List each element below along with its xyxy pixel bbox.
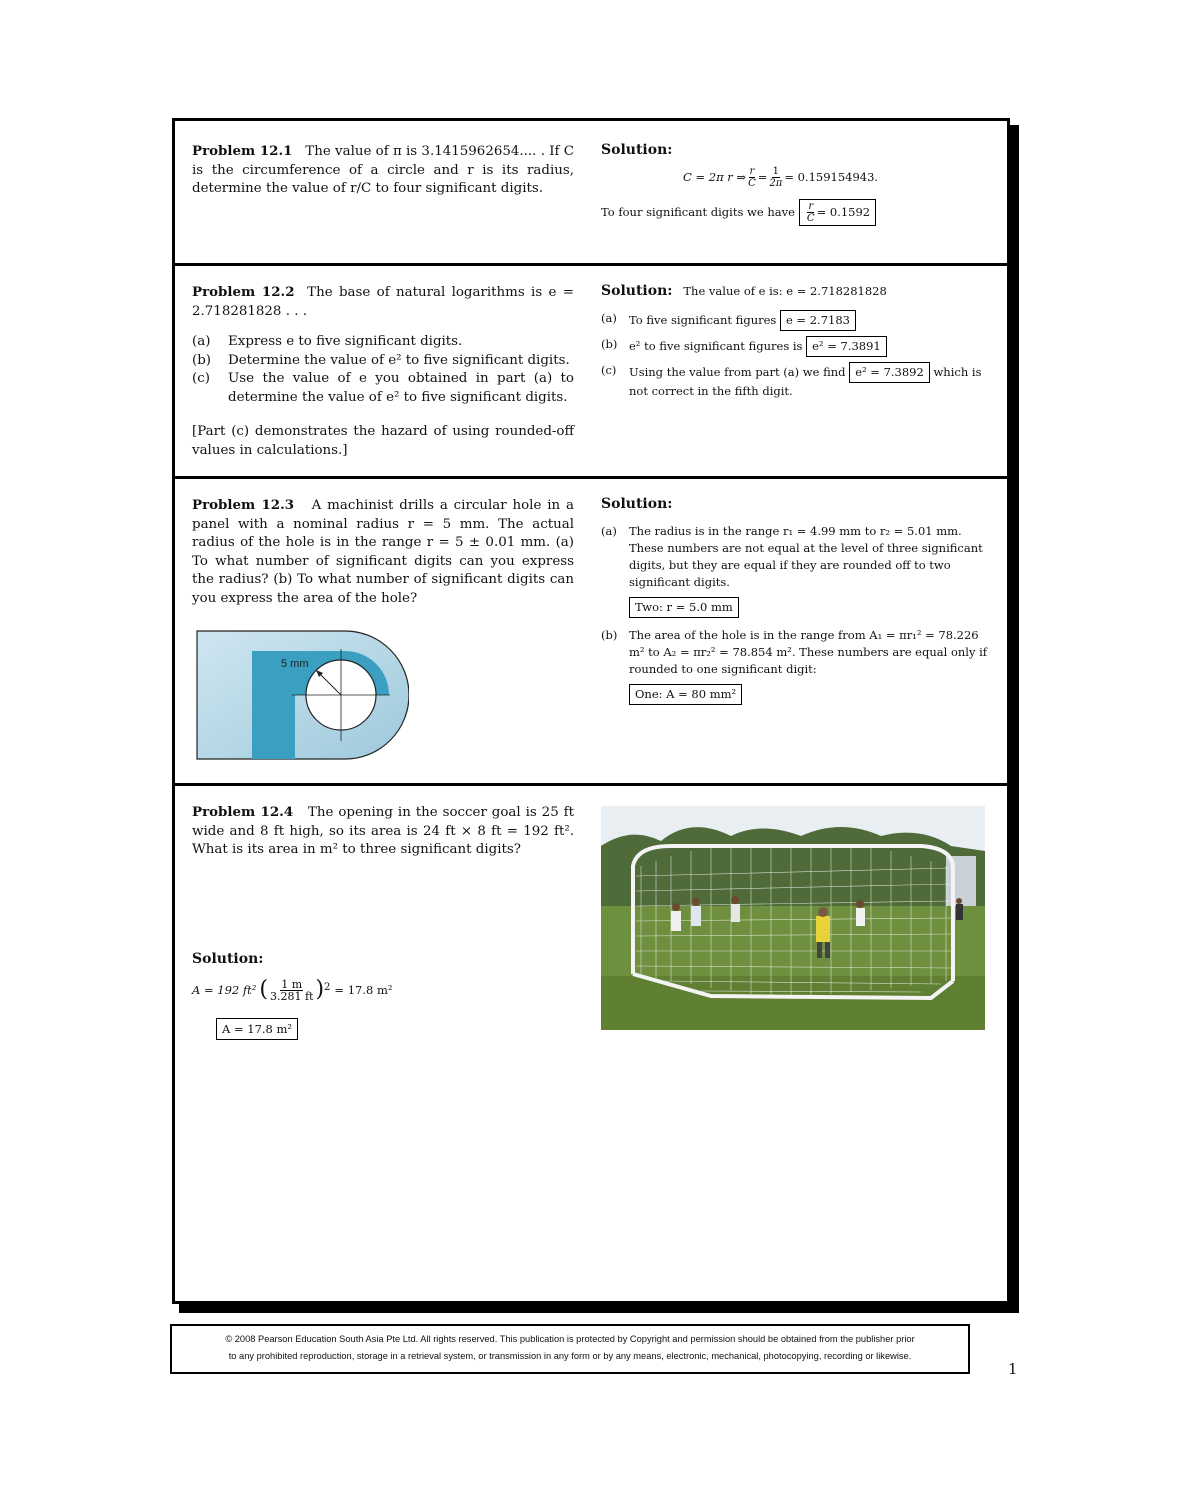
answer-value: = 0.1592 — [816, 205, 871, 219]
panel-hole-figure — [195, 629, 409, 761]
problem-text: A machinist drills a circular hole in a panel with a nominal radius r = 5 mm. The actual radius of the hole is in the range r = 5 ± 0.01 mm. (a) To what number of significant digits can you express the radius? (b) To what number of significant digits can you express the area of the hole? — [192, 498, 574, 606]
problem-12-3 — [175, 479, 1007, 783]
item-text: which is not correct in the fifth digit. — [629, 365, 982, 398]
equation-lhs: A = 192 ft² — [192, 982, 257, 997]
list-item — [192, 370, 574, 407]
item-label: (b) — [192, 352, 212, 368]
fraction-numerator: r — [749, 166, 755, 177]
problem-text: The value of π is 3.1415962654.... . If C is the circumference of a circle and r is its radius, determine the value of r/C to four significant digits. — [192, 144, 574, 196]
equation-rhs: = 17.8 m² — [334, 982, 393, 997]
item-text: Using the value from part (a) we find — [629, 365, 846, 379]
copyright-footer — [170, 1324, 970, 1374]
problem-text: The opening in the soccer goal is 25 ft wide and 8 ft high, so its area is 24 ft × 8 ft = 192 ft². What is its area in m² to three significant digits? — [192, 805, 574, 857]
fraction-one-over-2pi — [769, 166, 782, 189]
problem-frame — [172, 118, 1010, 1304]
equation-value: = 0.159154943. — [784, 170, 879, 184]
answer-box: e = 2.7183 — [780, 310, 856, 331]
answer-box: Two: r = 5.0 mm — [629, 597, 739, 618]
list-item — [192, 333, 574, 352]
equation-lhs: C = 2π r ⇒ — [683, 170, 747, 184]
solution-answer — [601, 199, 996, 226]
item-label: (a) — [601, 311, 617, 325]
problem-12-2-solution — [601, 283, 996, 400]
item-text: Determine the value of e² to five significant digits. — [228, 352, 570, 368]
list-item — [601, 627, 996, 678]
item-text: To five significant figures — [629, 313, 777, 327]
problem-12-3-statement — [192, 496, 574, 608]
item-text: Use the value of e you obtained in part (a) to determine the value of e² to five significant digits. — [228, 371, 574, 405]
item-label: (b) — [601, 628, 618, 642]
solution-intro: The value of e is: e = 2.718281828 — [683, 284, 887, 298]
solution-title: Solution: — [601, 283, 673, 299]
soccer-goal-photo — [601, 806, 985, 1030]
list-item — [601, 310, 996, 331]
solution-title: Solution: — [601, 142, 673, 158]
answer-prefix: To four significant digits we have — [601, 205, 795, 219]
item-label: (b) — [601, 337, 618, 351]
problem-12-4 — [175, 786, 1007, 1301]
answer-box — [799, 199, 876, 226]
item-text: The radius is in the range r₁ = 4.99 mm to r₂ = 5.01 mm. These numbers are not equal at the level of three significant digits, but they are equal if they are rounded off to two significant digits. — [629, 524, 983, 589]
problem-12-4-solution — [192, 950, 574, 1040]
solution-parts — [601, 523, 996, 705]
list-item — [192, 352, 574, 371]
item-text: e² to five significant figures is — [629, 339, 803, 353]
problem-12-1-statement — [192, 142, 574, 199]
answer-box: One: A = 80 mm² — [629, 684, 742, 705]
solution-parts — [601, 310, 996, 400]
item-label: (a) — [601, 524, 617, 538]
copyright-line: to any prohibited reproduction, storage in a retrieval system, or transmission in any form or by any means, electronic, mechanical, photocopying, recording or likewise. — [228, 1351, 912, 1361]
list-item — [601, 362, 996, 400]
problem-12-4-statement — [192, 803, 574, 860]
item-text: The area of the hole is in the range from A₁ = πr₁² = 78.226 m² to A₂ = πr₂² = 78.854 m². These numbers are equal only if rounded to one significant digit: — [629, 628, 988, 676]
radius-label: 5 mm — [281, 658, 309, 670]
fraction-denominator: 2π — [769, 178, 783, 189]
problem-title: Problem 12.1 — [192, 143, 293, 159]
problem-parts — [192, 333, 574, 407]
item-text: Express e to five significant digits. — [228, 334, 463, 349]
solution-title: Solution: — [601, 496, 673, 512]
fraction-denominator: C — [806, 213, 815, 224]
answer-box: A = 17.8 m² — [216, 1018, 298, 1041]
problem-12-1 — [175, 121, 1007, 263]
copyright-line: © 2008 Pearson Education South Asia Pte Ltd. All rights reserved. This publication is protected by Copyright and permission should be obtained from the publisher prior — [225, 1334, 915, 1344]
answer-box: e² = 7.3891 — [806, 336, 887, 357]
problem-12-1-solution — [601, 142, 996, 226]
item-label: (c) — [601, 363, 617, 377]
solution-equation: A = 192 ft² ( $\frac{1 m}{3.281 ft}$ ) 2 = 17.8 m² — [192, 976, 393, 1003]
conversion-fraction — [270, 979, 313, 1002]
problem-12-3-solution — [601, 496, 996, 705]
problem-note: [Part (c) demonstrates the hazard of using rounded-off values in calculations.] — [192, 424, 574, 458]
solution-title: Solution: — [192, 951, 264, 967]
answer-box: e² = 7.3892 — [849, 362, 930, 383]
problem-title: Problem 12.4 — [192, 804, 294, 820]
fraction-numerator: r — [808, 201, 814, 212]
problem-title: Problem 12.3 — [192, 497, 295, 513]
page-number: 1 — [1008, 1360, 1018, 1378]
item-label: (a) — [192, 334, 211, 349]
fraction-r-over-c — [748, 166, 756, 189]
fraction-denominator: C — [748, 178, 756, 189]
list-item — [601, 523, 996, 591]
problem-12-2-statement — [192, 283, 574, 460]
problem-text: The base of natural logarithms is e = 2.718281828 . . . — [192, 285, 574, 319]
item-label: (c) — [192, 371, 210, 386]
list-item — [601, 336, 996, 357]
problem-title: Problem 12.2 — [192, 284, 295, 300]
problem-12-2 — [175, 266, 1007, 476]
fraction-numerator: 1 — [772, 166, 780, 177]
fraction-numerator: 1 m — [281, 977, 303, 991]
solution-equation: C = 2π r ⇒ $\frac{r}{C}$ = $\frac{1}{2\pi}$ = 0.159154943. — [683, 166, 879, 189]
fraction-denominator: 3.281 ft — [269, 989, 314, 1003]
exponent: 2 — [324, 981, 331, 993]
